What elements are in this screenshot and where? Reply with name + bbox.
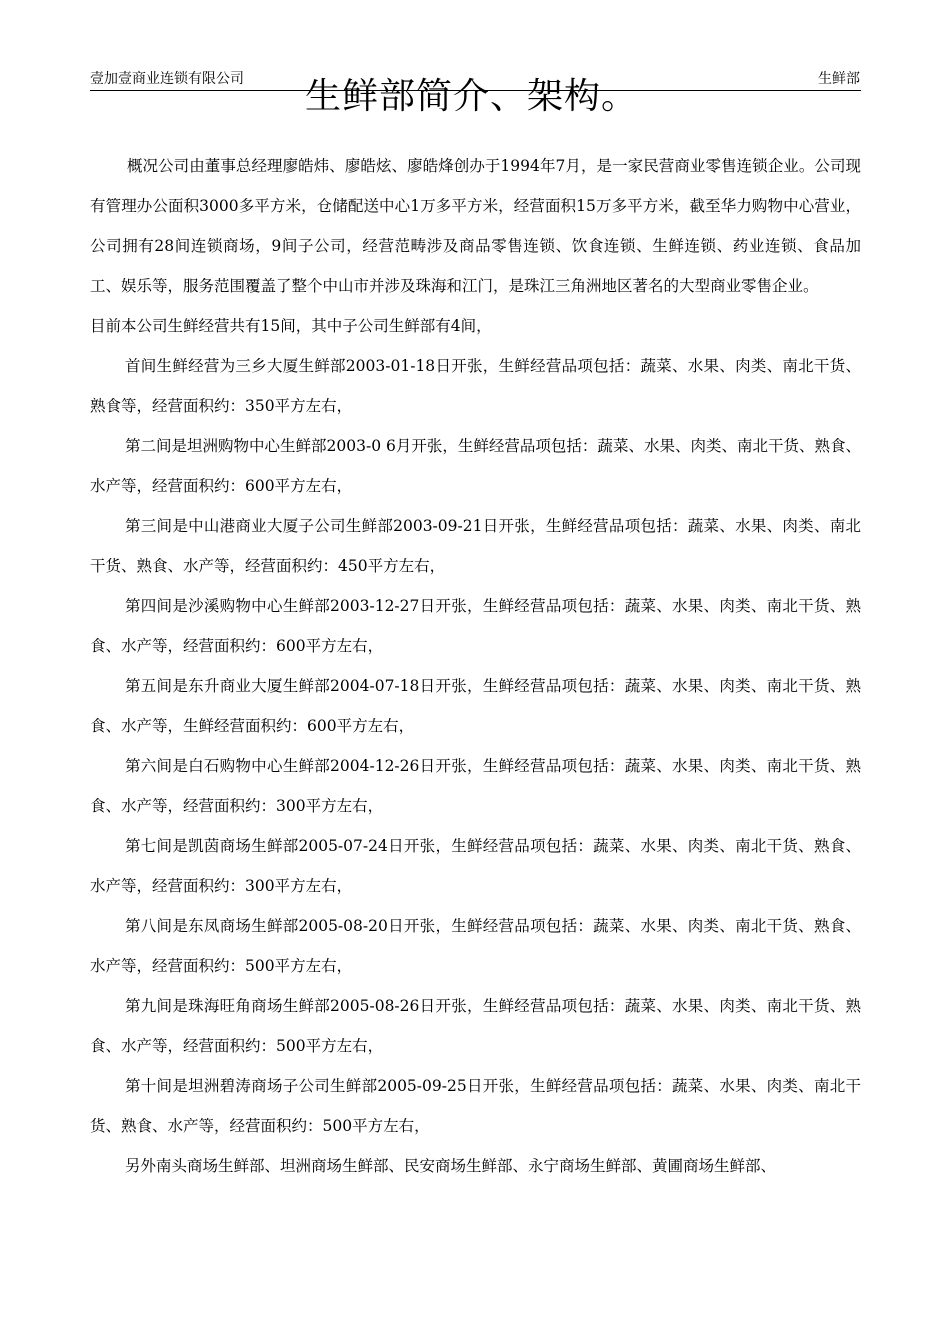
store-paragraph-8: 第八间是东凤商场生鲜部2005-08-20日开张，生鲜经营品项包括：蔬菜、水果、肉类、南北干货、熟食、水产等，经营面积约：500平方左右， <box>90 917 861 975</box>
overview-paragraph: 概况公司由董事总经理廖皓炜、廖皓炫、廖皓烽创办于1994年7月，是一家民营商业零售连锁企业。公司现有管理办公面积3000多平方米，仓储配送中心1万多平方米，经营面积15万多平方米，截至华力购物中心营业，公司拥有28间连锁商场，9间子公司，经营范畴涉及商品零售连锁、饮食连锁、生鲜连锁、药业连锁、食品加工、娱乐等，服务范围覆盖了整个中山市并涉及珠海和江门，是珠江三角洲地区著名的大型商业零售企业。 <box>90 157 861 295</box>
store-paragraph-10: 第十间是坦洲碧涛商场子公司生鲜部2005-09-25日开张，生鲜经营品项包括：蔬菜、水果、肉类、南北干货、熟食、水产等，经营面积约：500平方左右， <box>90 1077 861 1135</box>
store-paragraph-9: 第九间是珠海旺角商场生鲜部2005-08-26日开张，生鲜经营品项包括：蔬菜、水果、肉类、南北干货、熟食、水产等，经营面积约：500平方左右， <box>90 997 861 1055</box>
store-paragraph-2: 第二间是坦洲购物中心生鲜部2003-0 6月开张，生鲜经营品项包括：蔬菜、水果、肉类、南北干货、熟食、水产等，经营面积约：600平方左右， <box>90 437 861 495</box>
store-paragraph-1: 首间生鲜经营为三乡大厦生鲜部2003-01-18日开张，生鲜经营品项包括：蔬菜、水果、肉类、南北干货、熟食等，经营面积约：350平方左右， <box>90 357 861 415</box>
store-paragraph-5: 第五间是东升商业大厦生鲜部2004-07-18日开张，生鲜经营品项包括：蔬菜、水果、肉类、南北干货、熟食、水产等，生鲜经营面积约：600平方左右， <box>90 677 861 735</box>
body-text <box>90 146 861 1186</box>
store-paragraph-6: 第六间是白石购物中心生鲜部2004-12-26日开张，生鲜经营品项包括：蔬菜、水果、肉类、南北干货、熟食、水产等，经营面积约：300平方左右， <box>90 757 861 815</box>
header-department: 生鲜部 <box>818 71 860 87</box>
store-paragraph-3: 第三间是中山港商业大厦子公司生鲜部2003-09-21日开张，生鲜经营品项包括：蔬菜、水果、肉类、南北干货、熟食、水产等，经营面积约：450平方左右， <box>90 517 861 575</box>
other-stores-paragraph: 另外南头商场生鲜部、坦洲商场生鲜部、民安商场生鲜部、永宁商场生鲜部、黄圃商场生鲜部、 <box>125 1157 777 1175</box>
summary-paragraph: 目前本公司生鲜经营共有15间，其中子公司生鲜部有4间， <box>90 317 492 335</box>
store-paragraph-4: 第四间是沙溪购物中心生鲜部2003-12-27日开张，生鲜经营品项包括：蔬菜、水果、肉类、南北干货、熟食、水产等，经营面积约：600平方左右， <box>90 597 861 655</box>
header-company: 壹加壹商业连锁有限公司 <box>90 71 244 87</box>
page-title: 生鲜部简介、架构。 <box>305 76 639 117</box>
store-paragraph-7: 第七间是凯茵商场生鲜部2005-07-24日开张，生鲜经营品项包括：蔬菜、水果、肉类、南北干货、熟食、水产等，经营面积约：300平方左右， <box>90 837 861 895</box>
